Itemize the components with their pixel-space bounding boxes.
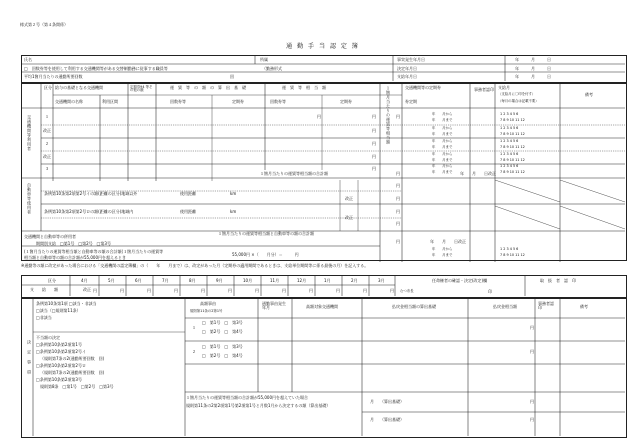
- label-kotsu-riyo: 交通機関等利用者: [27, 115, 32, 151]
- yen-r3a: 円: [372, 166, 376, 171]
- pay-in: 印: [488, 289, 492, 294]
- months-r3-1: 1 2 3 4 5 6: [500, 164, 519, 168]
- col-shikyu-note1: （支給月に〇印を付す）: [498, 92, 536, 96]
- foot-kiso2: （算出基礎）: [380, 417, 404, 422]
- pay-month-9: 12月: [297, 278, 307, 283]
- col-teiki3: 定期券: [340, 99, 352, 104]
- footnote: ※通勤等の額に改定があった場合における「交通機関の認定簿欄」の（ 年 月まで）は、改定があった月（定期券の適用期間であるときは、支給単位期間等に係る最後の月）を記入する。: [21, 263, 369, 268]
- col-tsukin: 通勤事由発生年月: [262, 301, 286, 310]
- b7: （規則第7条の2(通勤所要回数 回): [40, 356, 105, 361]
- pay-mutsuri: むつ市長: [400, 289, 414, 293]
- car-yen3: 円: [396, 209, 400, 214]
- car-mid-text: １箇月当たりの運賃等相当額と自動車等の額の合計額: [218, 231, 314, 236]
- label-jidosha: 自動車等使用者: [27, 183, 32, 215]
- foot-1: １箇月当たりの運賃等相当額の合計額が55,000円を超えていた場合: [186, 395, 308, 400]
- col-kyuyo: 給与の基礎となる交通機関: [55, 85, 103, 90]
- yen-r1c: 円: [396, 114, 400, 119]
- b1: 条例第10条第1項 □該当・非該当: [36, 301, 97, 306]
- br-1-c1[interactable]: □ 第1号 □ 第3号: [202, 320, 243, 325]
- foot-yen1: 円: [530, 399, 534, 404]
- car-kaisei-2: 改正: [345, 215, 353, 220]
- total-row-tail: 年 月 日改正: [460, 171, 496, 176]
- months-r1a-1: 1 2 3 4 5 6: [500, 112, 519, 116]
- b3: □非該当: [36, 315, 52, 320]
- months-r2a-2: 7 8 9 10 11 12: [500, 145, 525, 149]
- pay-yen-4: 円: [174, 288, 178, 293]
- row-1-kaisei: 改正: [43, 128, 51, 133]
- col-kubun: 区分: [44, 85, 52, 90]
- pay-kaisei: 改正: [83, 287, 91, 292]
- pay-month-6: 9月: [216, 278, 223, 283]
- col-teiki: 定期券94 等その他の額: [130, 85, 153, 93]
- event-date-value: 年 月 日: [515, 57, 551, 62]
- pay-yen-11: 円: [363, 288, 367, 293]
- m-r2a-to: 年 月まで: [432, 145, 453, 149]
- comb-l4: 相当額と自動車等の額の合計額が55,000円を超えるとき: [24, 255, 126, 260]
- comb-amount: 55,000円 ×（ 月分）＝ 円: [232, 252, 299, 257]
- br-2-yen: 円: [530, 349, 534, 354]
- foot-m2: 月: [370, 417, 374, 422]
- car-distance2: 使用距離: [180, 209, 196, 214]
- months-r1a-2: 7 8 9 10 11 12: [500, 118, 525, 122]
- pay-month-4: 7月: [162, 278, 169, 283]
- col-kogaku: 高額対象交通機関: [306, 304, 338, 309]
- m-r1a-from: 年 月から: [432, 112, 453, 116]
- pay-month-12: 3月: [378, 278, 385, 283]
- b10: □条例第10条第2項第3号: [36, 377, 82, 382]
- total-row-yen: 円: [396, 171, 400, 176]
- foot-m1: 月: [370, 399, 374, 404]
- name-label: 氏名: [24, 57, 32, 62]
- br-2-c2[interactable]: □ 第2号 □ 第4号: [202, 353, 243, 358]
- car-yen1: 円: [396, 183, 400, 188]
- row-1: １: [45, 114, 49, 119]
- col-teiki2: 定期券: [232, 99, 244, 104]
- foot-2: 規則第11条の2第2項第1号第2項第1号と月数1月から決定するの額（算出基礎）: [186, 403, 331, 408]
- br-1-yen: 円: [530, 325, 534, 330]
- b11: 規則第8条 □第1号 □第2号 □第3号: [40, 384, 114, 389]
- months-r1b-1: 1 2 3 4 5 6: [500, 126, 519, 130]
- months-r2b-1: 1 2 3 4 5 6: [500, 152, 519, 156]
- yen-r1d: 円: [372, 128, 376, 133]
- months-r2b-2: 7 8 9 10 11 12: [500, 158, 525, 162]
- b5: □条例第10条第2項第1号: [36, 342, 82, 347]
- col-harai-gaku: 払戻金相当額: [493, 304, 517, 309]
- pay-yen-12: 円: [390, 288, 394, 293]
- yen-r2a: 円: [372, 141, 376, 146]
- m-r2b-from: 年 月から: [432, 152, 453, 156]
- comb-to: 年 月まで: [432, 253, 453, 257]
- car-km2: km: [230, 209, 237, 214]
- comb-from: 年 月から: [432, 247, 453, 251]
- col-kentei: 券定期: [405, 99, 417, 104]
- pay-month-2: 5月: [108, 278, 115, 283]
- col-kaisu2: 回数券等: [270, 99, 286, 104]
- event-date-label: 事実発生年月日: [397, 57, 425, 62]
- yen-r1a: 円: [317, 114, 321, 119]
- col-riyou: 利用区間: [102, 99, 118, 104]
- pay-yen-6: 円: [228, 288, 232, 293]
- pay-month-10: 1月: [324, 278, 331, 283]
- row-2-kaisei: 改正: [43, 154, 51, 159]
- pay-yen-1: 円: [93, 288, 97, 293]
- row-3: ３: [45, 166, 49, 171]
- col-kikan-name: 交通機関の名称: [55, 99, 83, 104]
- payment-start-value: 年 月 日: [515, 74, 551, 79]
- page-title: 通 勤 手 当 認 定 簿: [286, 43, 360, 50]
- yen-r2b: 円: [372, 154, 376, 159]
- months-r3-2: 7 8 9 10 11 12: [500, 170, 525, 174]
- comb-l2: 期間別支給 □第1号 □第2号 □第3号: [36, 241, 111, 246]
- pay-yen-10: 円: [336, 288, 340, 293]
- dept-label: 所属: [260, 57, 268, 62]
- br-2-c1[interactable]: □ 第1号 □ 第3号: [202, 344, 243, 349]
- col-unchin-kiso: 運 賃 等 の 額 の 算 出 基 礎: [170, 85, 246, 90]
- comb-l1: 交通機関と自動車等の併用者: [24, 234, 76, 239]
- col-jimusha: 事務者認印: [538, 301, 554, 310]
- shift-type-label: （勤務形式: [262, 66, 282, 71]
- col-shikyu-tsuki: 支給月: [498, 85, 510, 90]
- comb-months2: 7 8 9 10 11 12: [500, 253, 525, 257]
- car-yen4: 円: [396, 221, 400, 226]
- m-r2b-to: 年 月まで: [432, 158, 453, 162]
- pay-confirm: 任命権者の確認・決定(改定)欄: [432, 278, 488, 283]
- months-r1b-2: 7 8 9 10 11 12: [500, 132, 525, 136]
- b4: 不当額の決定: [36, 335, 60, 340]
- car-km1: km: [230, 191, 237, 196]
- pay-month-3: 6月: [135, 278, 142, 283]
- car-line1: 条例第10条第2項第2号イの額(距離の区分)地域以外: [44, 191, 138, 196]
- avg-commute-label: 平均1箇月当たりの通勤所要回数: [24, 74, 83, 79]
- br-2: ２: [192, 349, 196, 354]
- m-r2a-from: 年 月から: [432, 139, 453, 143]
- br-1: １: [192, 325, 196, 330]
- payment-start-label: 支給年月日: [397, 74, 417, 79]
- col-jimusha: 事務者認印: [474, 87, 494, 92]
- col-unchin-soto: 運 賃 等 相 当 額: [282, 85, 326, 90]
- pay-yen-3: 円: [147, 288, 151, 293]
- b2: □該当（□規則第11条）: [36, 308, 81, 313]
- form-id: 様式第２号（第４条関係）: [20, 22, 68, 27]
- b6: □条例第10条第2項第2号イ: [36, 349, 86, 354]
- m-r1b-to: 年 月まで: [432, 132, 453, 136]
- br-1-c2[interactable]: □ 第2号 □ 第4号: [202, 329, 243, 334]
- months-r2a-1: 1 2 3 4 5 6: [500, 139, 519, 143]
- pay-month-7: 10月: [243, 278, 253, 283]
- m-r1a-to: 年 月まで: [432, 118, 453, 122]
- pay-month-8: 11月: [270, 278, 280, 283]
- col-biko2: 備考: [580, 304, 588, 309]
- col-shikyu-note2: （毎月の場合は記載不要）: [498, 99, 539, 103]
- car-kaisei-1: 改正: [345, 196, 353, 201]
- car-line2: 条例第10条第2項第2号ロの額(距離の区分)地域内: [44, 209, 134, 214]
- m-r3-from: 年 月から: [432, 164, 453, 168]
- shift-worker-check[interactable]: □ 回数券等を使用して利用する交通機関等がある交替制勤務に従事する職員等: [24, 66, 168, 71]
- kettei-label: 決定事項: [27, 340, 32, 380]
- col-koutsu: 高額事由: [200, 301, 216, 306]
- foot-kiso1: （算出基礎）: [380, 399, 404, 404]
- pay-month-5: 8月: [189, 278, 196, 283]
- m-r1b-from: 年 月から: [432, 126, 453, 130]
- decision-date-label: 決定年月日: [397, 66, 417, 71]
- comb-l3: (１箇月当たりの運賃等相当額と自動車等の額の合計額(１箇月当たりの運賃等: [24, 249, 164, 254]
- pay-month-1: 4月: [81, 278, 88, 283]
- b9: （規則第7条の2(通勤所要回数 回): [40, 370, 105, 375]
- col-kotsu-teiki: 交通機関等の定期券: [405, 85, 441, 90]
- pay-yen-9: 円: [309, 288, 313, 293]
- pay-yen-8: 円: [282, 288, 286, 293]
- col-rule: 規則第11条の2第1号: [190, 309, 223, 313]
- b8: □条例第10条第2項第2号ロ: [36, 363, 86, 368]
- comb-tail: 年 月 日改正: [430, 239, 466, 244]
- pay-shikyu: 支 給 額: [30, 287, 58, 292]
- total-row-label: １箇月当たりの運賃等相当額の合計額: [260, 171, 328, 176]
- col-biko: 備考: [585, 92, 593, 97]
- car-distance1: 使用距離: [180, 191, 196, 196]
- decision-date-value: 年 月 日: [515, 66, 551, 71]
- avg-commute-unit: 回: [230, 74, 234, 79]
- pay-tori: 取 扱 者 認 印: [540, 278, 576, 283]
- col-kaisu: 回数券等: [170, 99, 186, 104]
- row-2: ２: [45, 141, 49, 146]
- yen-r1b: 円: [372, 114, 376, 119]
- comb-months1: 1 2 3 4 5 6: [500, 247, 519, 251]
- pay-yen-7: 円: [255, 288, 259, 293]
- foot-yen2: 円: [530, 417, 534, 422]
- col-ikkagetsu: １箇月当たりの運賃等相当額: [386, 86, 391, 145]
- car-yen2: 円: [396, 196, 400, 201]
- pay-yen-2: 円: [120, 288, 124, 293]
- pay-month-11: 2月: [351, 278, 358, 283]
- pay-kubun: 区分: [48, 278, 56, 283]
- col-harai: 払戻金相当額の算出基礎: [392, 304, 436, 309]
- pay-yen-5: 円: [201, 288, 205, 293]
- comb-yen: 円: [396, 239, 400, 244]
- m-r3-to: 年 月まで: [432, 170, 453, 174]
